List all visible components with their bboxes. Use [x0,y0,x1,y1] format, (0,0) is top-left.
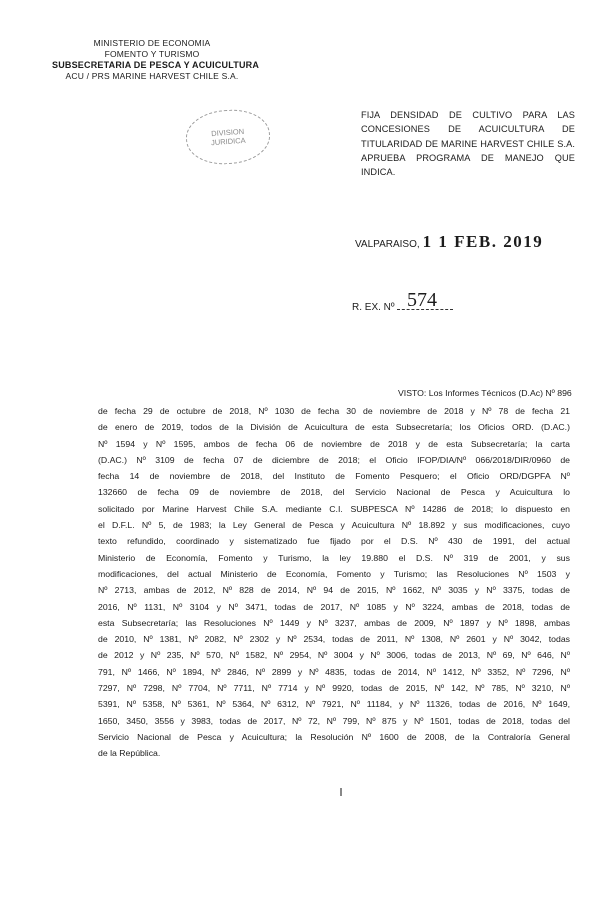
paragraph-line: de enero de 2019, todos de la División de Acuicultura de esta Subsecretaría; los Oficios ORD. (D.AC.) [98,422,570,433]
paragraph-line: esta Subsecretaría; las Resoluciones Nº 1449 y Nº 3237, ambas de 2009, Nº 1897 y Nº 1898, ambas [98,617,570,628]
paragraph-line: Servicio Nacional de Pesca y Acuicultura; la Resolución Nº 1600 de 2008, de la Contraloría General [98,731,570,742]
paragraph-line: de 2012 y Nº 235, Nº 570, Nº 1582, Nº 2954, Nº 3004 y Nº 3006, todas de 2013, Nº 69, Nº 646, Nº [98,650,570,661]
place-label: VALPARAISO, [355,239,420,250]
paragraph-line: Nº 2713, ambas de 2012, Nº 828 de 2014, Nº 94 de 2015, Nº 1662, Nº 3035 y Nº 3375, todas de [98,585,570,596]
paragraph-line: fecha 14 de noviembre de 2018, del Instituto de Fomento Pesquero; el Oficio ORD/DGPFA Nº [98,471,570,482]
division-stamp: DIVISION JURIDICA [184,107,272,167]
ministry-line: MINISTERIO DE ECONOMIA [93,38,211,48]
paragraph-line: modificaciones, del actual Ministerio de Economía, Fomento y Turismo; las Resoluciones Nº 1503 y [98,568,570,579]
paragraph-line: de fecha 29 de octubre de 2018, Nº 1030 de fecha 30 de noviembre de 2018 y Nº 78 de fecha 21 [98,406,570,416]
paragraph-line: de la República. [98,748,161,759]
paragraph-line: Nº 1594 y Nº 1595, ambos de fecha 06 de noviembre de 2018 y de esta Subsecretaría; la carta [98,438,570,449]
paragraph-line: 1650, 3450, 3556 y 3983, todas de 2017, Nº 72, Nº 799, Nº 875 y Nº 1501, todas de 2018, todas del [98,715,570,726]
paragraph-line: de 2010, Nº 1381, Nº 2082, Nº 2302 y Nº 2534, todas de 2011, Nº 1308, Nº 2601 y Nº 3042, todas [98,634,570,645]
resolution-title: FIJA DENSIDAD DE CULTIVO PARA LAS CONCESIONES DE ACUICULTURA DE TITULARIDAD DE MARINE HARVEST CHILE S.A. APRUEBA PROGRAMA DE MANEJO QUE INDICA. [361,110,575,178]
paragraph-line: (D.AC.) Nº 3109 de fecha 07 de diciembre de 2018; el Oficio IFOP/DIA/Nº 066/2018/DIR/0960 de [98,454,570,465]
paragraph-line: texto refundido, coordinado y sistematizado fue fijado por el D.S. Nº 430 de 1991, del actual [98,536,570,547]
ministry-line-2: FOMENTO Y TURISMO [104,49,200,59]
place-date [355,232,543,252]
date-stamp: 1 1 FEB. 2019 [422,232,544,251]
reference-line: ACU / PRS MARINE HARVEST CHILE S.A. [65,71,239,81]
paragraph-line: 7297, Nº 7298, Nº 7704, Nº 7711, Nº 7714 y Nº 9920, todas de 2015, Nº 142, Nº 785, Nº 3210, Nº [98,683,570,694]
paragraph-line: 132660 de fecha 09 de noviembre de 2018, del Servicio Nacional de Pesca y Acuicultura lo [98,487,570,498]
rex-label: R. EX. Nº [352,302,395,313]
scan-mark [340,788,342,796]
rex-number: 574 [407,289,437,311]
resolution-number [352,289,453,313]
paragraph-line: el D.F.L. Nº 5, de 1983; la Ley General de Pesca y Acuicultura Nº 18.892 y sus modificaciones, cuyo [98,520,570,531]
issuer-header [52,38,260,82]
visto-paragraph [98,403,570,762]
paragraph-line: Ministerio de Economía, Fomento y Turismo, la ley 19.880 el D.S. Nº 319 de 2001, y sus [98,552,570,563]
paragraph-line: solicitado por Marine Harvest Chile S.A. mediante C.I. SUBPESCA Nº 14286 de 2018; lo dispuesto en [98,503,570,514]
paragraph-line: 2016, Nº 1131, Nº 3104 y Nº 3471, todas de 2017, Nº 1085 y Nº 3224, ambas de 2018, todas de [98,601,570,612]
paragraph-line: 791, Nº 1466, Nº 1894, Nº 2846, Nº 2899 y Nº 4835, todas de 2014, Nº 1412, Nº 3352, Nº 7296, Nº [98,666,570,677]
subsecretaria-line: SUBSECRETARIA DE PESCA Y ACUICULTURA [52,60,260,70]
paragraph-line: 5391, Nº 5358, Nº 5361, Nº 5364, Nº 6312, Nº 7921, Nº 11184, y Nº 11326, todas de 2016, Nº 1649, [98,699,570,710]
visto-first-line: VISTO: Los Informes Técnicos (D.Ac) Nº 896 [398,388,572,398]
